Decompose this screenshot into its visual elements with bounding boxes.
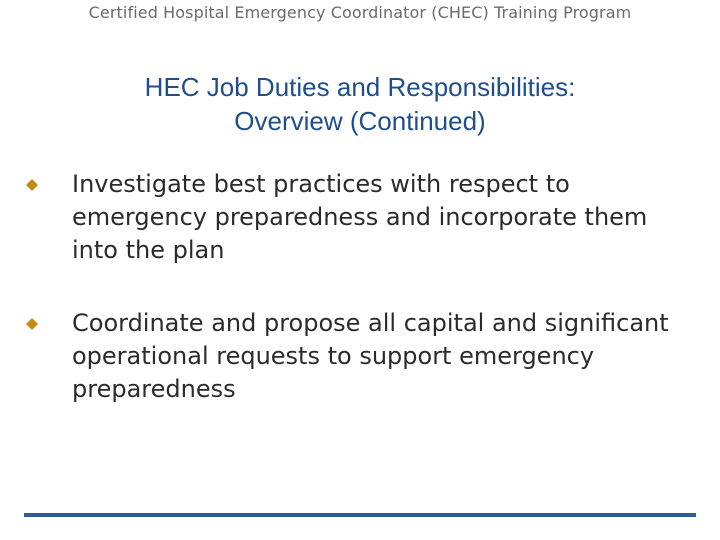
bottom-divider [24, 513, 696, 517]
program-header: Certified Hospital Emergency Coordinator (CHEC) Training Program [88, 3, 632, 22]
bullet-item [24, 168, 694, 267]
slide-title-line-1: HEC Job Duties and Responsibilities: [144, 72, 576, 102]
slide-title-line-2: Overview (Continued) [234, 106, 486, 136]
bullet-list [24, 168, 694, 406]
bullet-text: Coordinate and propose all capital and significant operational requests to support emergency preparedness [72, 309, 669, 403]
slide-title [0, 70, 720, 138]
diamond-bullet-icon [26, 318, 38, 330]
bullet-text: Investigate best practices with respect to emergency preparedness and incorporate them into the plan [72, 170, 648, 264]
bullet-item [24, 307, 694, 406]
diamond-bullet-icon [26, 179, 38, 191]
